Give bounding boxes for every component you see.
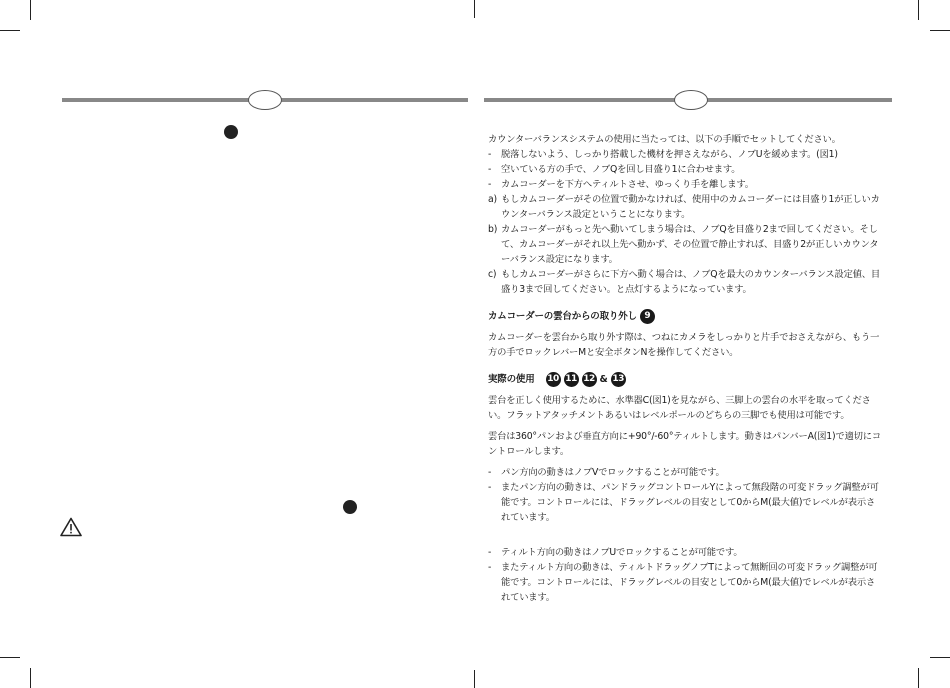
crop-mark [0,30,20,31]
removal-text: カムコーダーを雲台から取り外す際は、つねにカメラをしっかりと片手でおさえながら、もう一方の手でロックレバーMと安全ボタンNを操作してください。 [488,332,880,358]
left-page-number-oval [248,90,282,110]
figure-number-badge: 12 [582,372,597,387]
step-item: - 空いている方の手で、ノブQを回し目盛り1に合わせます。 [488,164,741,175]
ampersand: & [599,374,608,385]
crop-mark [918,668,919,688]
crop-mark [918,0,919,20]
step-item: - 脱落しないよう、しっかり搭載した機材を押さえながら、ノブUを緩めます。(図1) [488,149,838,160]
right-page-number-oval [674,90,708,110]
crop-mark [30,668,31,688]
figure-number-badge: 9 [640,309,655,324]
step-item: c) もしカムコーダーがさらに下方へ動く場合は、ノブQを最大のカウンターバランス設定値、目盛り3まで回してください。と点灯するようになっています。 [488,269,880,295]
step-item: b) カムコーダーがもっと先へ動いてしまう場合は、ノブQを目盛り2まで回してください。そして、カムコーダーがそれ以上先へ動かず、その位置で静止すれば、目盛り2が正しいカウンターバランス設定になります。 [488,224,879,265]
fold-mark [474,0,475,18]
crop-mark [930,30,950,31]
crop-mark [30,0,31,20]
crop-mark [930,657,950,658]
step-item: a) もしカムコーダーがその位置で動かなければ、使用中のカムコーダーには目盛り1が正しいカウンターバランス設定ということになります。 [488,194,880,220]
figure-number-badge: 11 [564,372,579,387]
step-item: - カムコーダーを下方へティルトさせ、ゆっくり手を離します。 [488,179,754,190]
pan-item: - パン方向の動きはノブVでロックすることが可能です。 [488,467,725,478]
right-page-content [488,132,883,605]
counterbalance-intro: カウンターバランスシステムの使用に当たっては、以下の手順でセットしてください。 [488,134,841,145]
left-marker-dot [224,125,238,139]
tilt-item: - ティルト方向の動きはノブUでロックすることが可能です。 [488,547,743,558]
crop-mark [0,657,20,658]
left-marker-dot [343,500,357,514]
figure-number-badge: 13 [611,372,626,387]
pan-item: - またパン方向の動きは、パンドラッグコントロールYによって無段階の可変ドラッグ調整が可能です。コントロールには、ドラッグレベルの目安として0からM(最大値)でレベルが表示されています。 [488,482,879,523]
usage-paragraph-1: 雲台を正しく使用するために、水準器C(図1)を見ながら、三脚上の雲台の水平を取ってください。フラットアタッチメントあるいはレベルポールのどちらの三脚でも使用は可能です。 [488,395,871,421]
usage-paragraph-2: 雲台は360°パンおよび垂直方向に+90°/-60°ティルトします。動きはパンバーA(図1)で適切にコントロールします。 [488,431,881,457]
figure-number-badge: 10 [546,372,561,387]
fold-mark [474,670,475,688]
removal-heading: カムコーダーの雲台からの取り外し 9 [488,309,883,324]
warning-triangle-icon [60,517,82,537]
usage-heading: 実際の使用 10 11 12 & 13 [488,374,624,385]
tilt-item: - またティルト方向の動きは、ティルトドラッグノブTによって無断回の可変ドラッグ調整が可能です。コントロールには、ドラッグレベルの目安として0からM(最大値)でレベルが表示されています。 [488,562,878,603]
